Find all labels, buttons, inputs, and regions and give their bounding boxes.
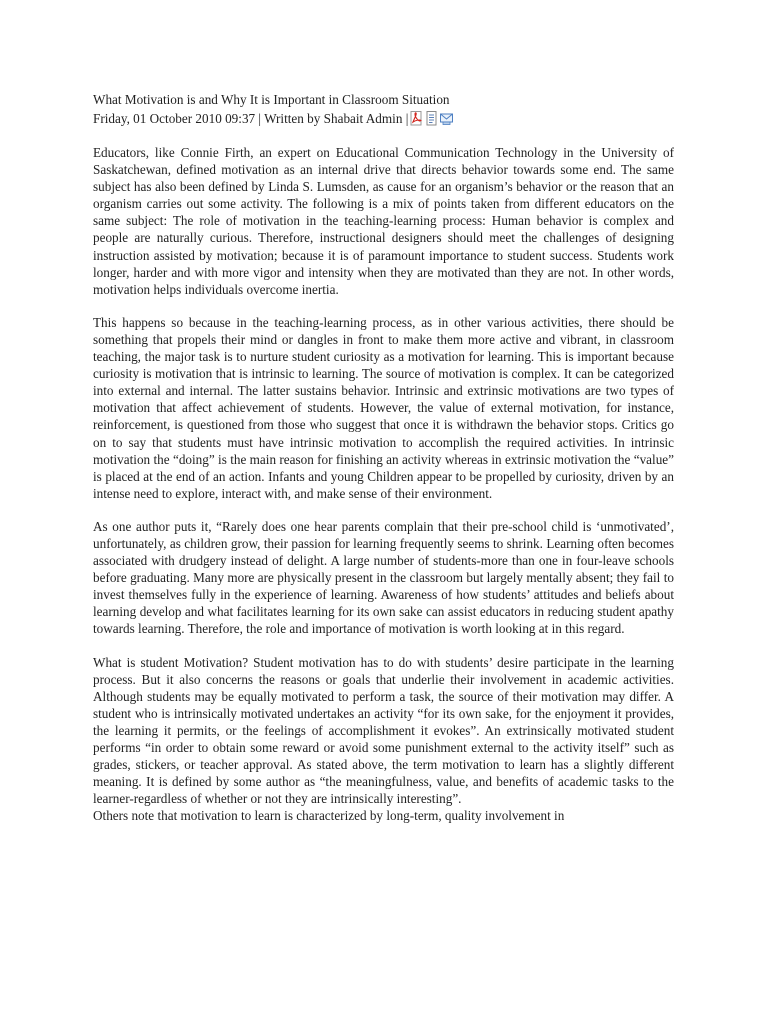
email-icon[interactable] bbox=[440, 111, 453, 126]
byline-icons bbox=[410, 111, 453, 126]
byline-text: Friday, 01 October 2010 09:37 | Written by Shabait Admin | bbox=[93, 111, 409, 126]
print-icon[interactable] bbox=[425, 111, 438, 126]
paragraph: What is student Motivation? Student motivation has to do with students’ desire participate in the learning process. But it also concerns the reasons or goals that underlie their involvement in academic activities. Although students may be equally motivated to perform a task, the source of their motivation may differ. A student who is intrinsically motivated undertakes an activity “for its own sake, for the enjoyment it provides, the learning it permits, or the feelings of accomplishment it evokes”. An extrinsically motivated student performs “in order to obtain some reward or avoid some punishment external to the activity itself” such as grades, stickers, or teacher approval. As stated above, the term motivation to learn has a slightly different meaning. It is defined by some author as “the meaningfulness, value, and benefits of academic tasks to the learner-regardless of whether or not they are intrinsically interesting”. bbox=[93, 654, 674, 807]
pdf-icon[interactable] bbox=[410, 111, 423, 126]
paragraph: Educators, like Connie Firth, an expert on Educational Communication Technology in the University of Saskatchewan, defined motivation as an internal drive that directs behavior towards some end. The same subject has also been defined by Linda S. Lumsden, as cause for an organism’s behavior or the reason that an organism carries out some activity. The following is a mix of points taken from different educators on the same subject: The role of motivation in the teaching-learning process: Human behavior is complex and people are naturally curious. Therefore, instructional designers should meet the challenges of designing instruction assisted by motivation; because it is of paramount importance to student success. Students work longer, harder and with more vigor and intensity when they are motivated than they are not. In other words, motivation helps individuals overcome inertia. bbox=[93, 145, 674, 297]
article-byline bbox=[93, 109, 674, 128]
paragraph: As one author puts it, “Rarely does one hear parents complain that their pre-school child is ‘unmotivated’, unfortunately, as children grow, their passion for learning frequently seems to shrink. Learning often becomes associated with drudgery instead of delight. A large number of students-more than one in four-leave schools before graduating. Many more are physically present in the classroom but largely mentally absent; they fail to invest themselves fully in the experience of learning. Awareness of how students’ attitudes and beliefs about learning develop and what facilitates learning for its own sake can assist educators in reducing student apathy towards learning. Therefore, the role and importance of motivation is worth looking at in this regard. bbox=[93, 518, 674, 637]
paragraph: This happens so because in the teaching-learning process, as in other various activities, there should be something that propels their mind or dangles in front to make them more active and vibrant, in classroom teaching, the major task is to nurture student curiosity as a motivation for learning. This is important because curiosity is motivation that is intrinsic to learning. The source of motivation is complex. It can be categorized into external and internal. The latter sustains behavior. Intrinsic and extrinsic motivations are two types of motivation that affect achievement of students. However, the value of external motivation, for instance, reinforcement, is questioned from those who suggest that once it is withdrawn the behavior stops. Critics go on to say that students must have intrinsic motivation to accomplish the required activities. In intrinsic motivation the “doing” is the main reason for finishing an activity whereas in extrinsic motivation the “value” is placed at the end of an action. Infants and young Children appear to be propelled by curiosity, driven by an intense need to explore, interact with, and make sense of their environment. bbox=[93, 314, 674, 501]
article bbox=[93, 90, 674, 824]
article-title: What Motivation is and Why It is Important in Classroom Situation bbox=[93, 92, 450, 107]
paragraph: Others note that motivation to learn is characterized by long-term, quality involvement in bbox=[93, 808, 565, 824]
